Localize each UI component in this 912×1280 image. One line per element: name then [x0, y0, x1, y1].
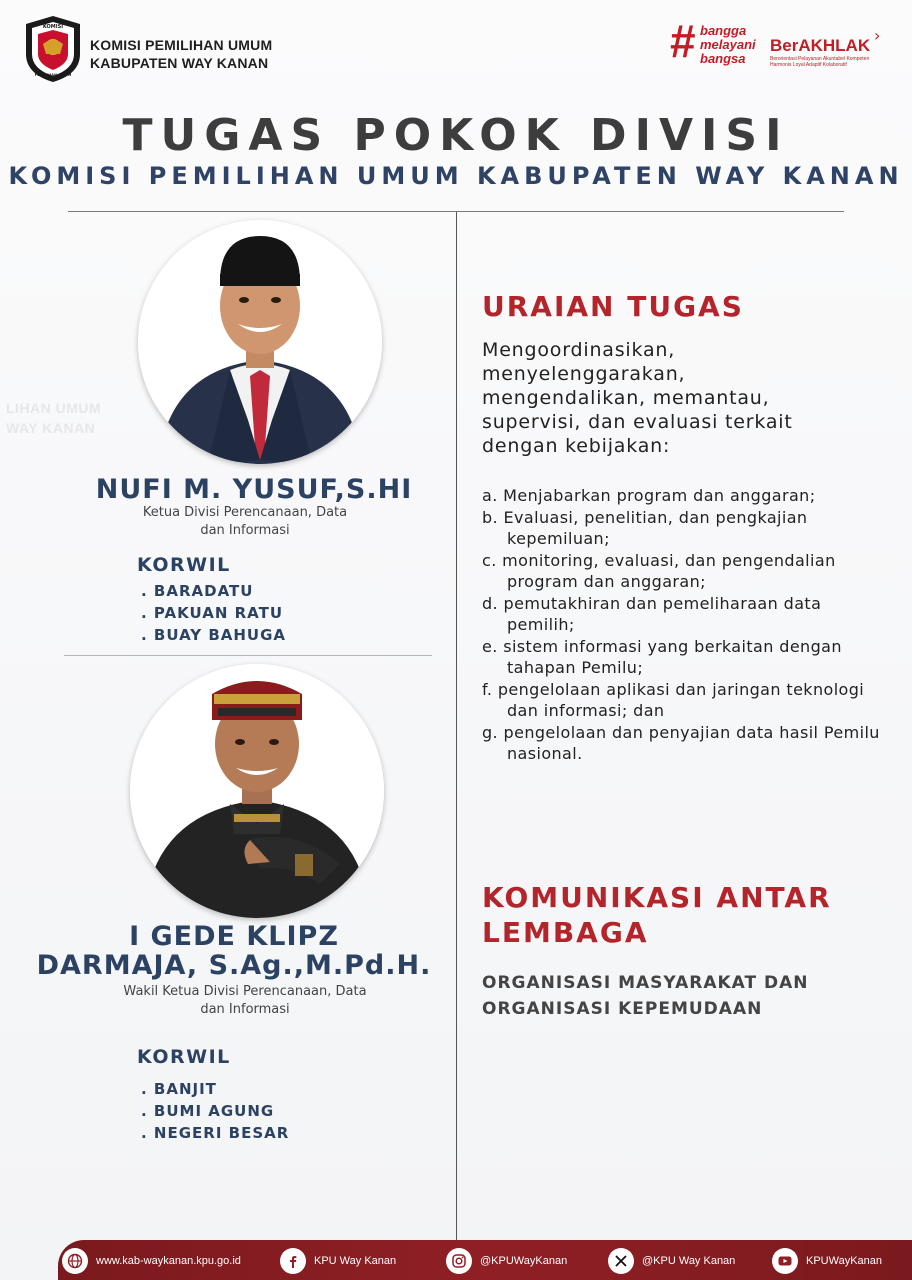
task-list [482, 485, 882, 765]
person1-name: NUFI M. YUSUF,S.HI [95, 474, 413, 505]
person2-name-line1: I GEDE KLIPZ [129, 921, 339, 952]
person1-role [100, 504, 390, 540]
person2-korwil-title: KORWIL [137, 1046, 231, 1068]
facebook-icon [280, 1248, 306, 1274]
ghost-line2: WAY KANAN [6, 420, 96, 436]
person2-role-line1: Wakil Ketua Divisi Perencanaan, Data [123, 984, 367, 999]
org-name [90, 36, 272, 72]
campaign-tag-3: bangsa [700, 51, 746, 66]
person1-korwil-title: KORWIL [137, 554, 231, 576]
person1-photo [138, 220, 382, 464]
campaign-sub: Berorientasi Pelayanan Akuntabel Kompeten Harmonis Loyal Adaptif Kolaboratif [770, 56, 870, 68]
uraian-intro [482, 338, 882, 458]
intro-line: mengendalikan, memantau, [482, 387, 770, 409]
footer-youtube-text: KPUWayKanan [806, 1255, 883, 1267]
komunikasi-heading-line2: LEMBAGA [482, 916, 649, 949]
footer-youtube[interactable] [772, 1248, 882, 1274]
korwil-item: . BUMI AGUNG [141, 1102, 275, 1120]
x-icon [608, 1248, 634, 1274]
komunikasi-text [482, 970, 882, 1022]
logo-text-bottom: PEMILIHAN UMUM [34, 73, 72, 77]
task-item: e. sistem informasi yang berkaitan dengan tahapan Pemilu; [482, 636, 842, 677]
globe-icon [62, 1248, 88, 1274]
footer-x[interactable] [608, 1248, 735, 1274]
korwil-item: . PAKUAN RATU [141, 604, 284, 622]
campaign-brand: BerAKHLAK [770, 36, 871, 55]
person2-photo [130, 664, 384, 918]
hashtag-icon: # [670, 15, 696, 67]
task-item: b. Evaluasi, penelitian, dan pengkajian kepemiluan; [482, 507, 808, 548]
footer-instagram[interactable] [446, 1248, 567, 1274]
komunikasi-text-line2: ORGANISASI KEPEMUDAAN [482, 999, 763, 1019]
kpu-logo [22, 14, 84, 84]
campaign-tags [700, 24, 756, 66]
person1-korwil-list [141, 580, 286, 646]
task-item: c. monitoring, evaluasi, dan pengendalian program dan anggaran; [482, 550, 836, 591]
footer-instagram-text: @KPUWayKanan [480, 1255, 568, 1267]
berakhlak-logo [670, 15, 890, 72]
campaign-tag-2: melayani [700, 37, 756, 52]
intro-line: dengan kebijakan: [482, 435, 671, 457]
task-item: d. pemutakhiran dan pemeliharaan data pemilih; [482, 593, 822, 634]
komunikasi-heading-line1: KOMUNIKASI ANTAR [482, 881, 832, 914]
intro-line: menyelenggarakan, [482, 363, 686, 385]
person2-role [60, 983, 430, 1019]
footer-website[interactable] [62, 1248, 241, 1274]
korwil-item: . BARADATU [141, 582, 254, 600]
korwil-item: . BANJIT [141, 1080, 217, 1098]
person2-name [4, 922, 464, 980]
person2-portrait [130, 664, 384, 918]
intro-line: Mengoordinasikan, [482, 339, 676, 361]
intro-line: supervisi, dan evaluasi terkait [482, 411, 793, 433]
korwil-item: . NEGERI BESAR [141, 1124, 290, 1142]
footer-bar [58, 1240, 912, 1280]
ghost-watermark [6, 398, 101, 438]
org-line2: KABUPATEN WAY KANAN [90, 55, 269, 71]
person-divider [64, 655, 432, 656]
task-item: f. pengelolaan aplikasi dan jaringan teknologi dan informasi; dan [482, 679, 865, 720]
org-line1: KOMISI PEMILIHAN UMUM [90, 37, 273, 53]
footer-x-text: @KPU Way Kanan [642, 1255, 736, 1267]
footer-website-text: www.kab-waykanan.kpu.go.id [96, 1255, 241, 1267]
campaign-tag-1: bangga [700, 23, 747, 38]
footer-facebook[interactable] [280, 1248, 396, 1274]
instagram-icon [446, 1248, 472, 1274]
youtube-icon [772, 1248, 798, 1274]
task-item: g. pengelolaan dan penyajian data hasil Pemilu nasional. [482, 722, 880, 763]
komunikasi-heading [482, 880, 902, 950]
person1-role-line1: Ketua Divisi Perencanaan, Data [142, 505, 348, 520]
komunikasi-text-line1: ORGANISASI MASYARAKAT DAN [482, 973, 809, 993]
korwil-item: . BUAY BAHUGA [141, 626, 287, 644]
person2-korwil-list [141, 1078, 289, 1144]
column-divider [456, 212, 457, 1242]
page-title: TUGAS POKOK DIVISI [122, 110, 790, 161]
person1-portrait [138, 220, 382, 464]
person2-role-line2: dan Informasi [200, 1002, 290, 1017]
task-item: a. Menjabarkan program dan anggaran; [482, 486, 816, 505]
person1-role-line2: dan Informasi [200, 523, 290, 538]
person2-name-line2: DARMAJA, S.Ag.,M.Pd.H. [36, 950, 432, 981]
logo-text-top: KOMISI [42, 24, 64, 30]
uraian-heading: URAIAN TUGAS [482, 290, 744, 323]
chevron-right-icon: › [874, 26, 881, 45]
ghost-line1: LIHAN UMUM [6, 400, 102, 416]
footer-facebook-text: KPU Way Kanan [314, 1255, 397, 1267]
page-subtitle: KOMISI PEMILIHAN UMUM KABUPATEN WAY KANAN [8, 162, 904, 190]
